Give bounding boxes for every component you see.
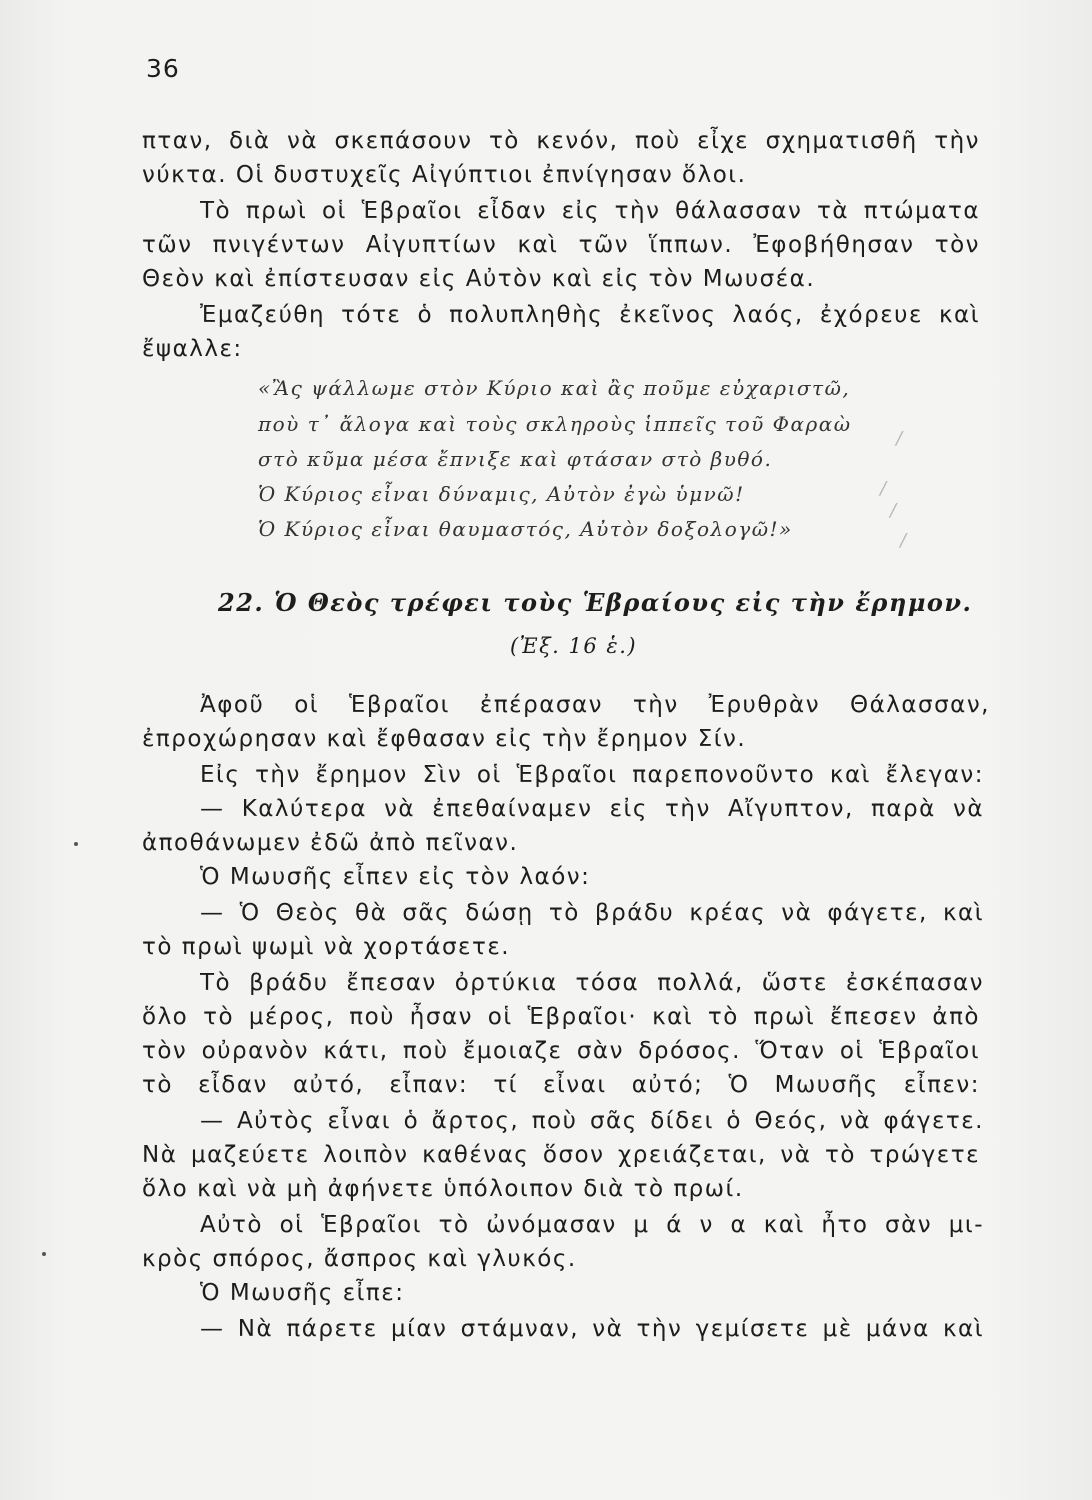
- body-line: κρὸς σπόρος, ἄσπρος καὶ γλυκός.: [142, 1246, 577, 1272]
- body-line: ὅλο τὸ μέρος, ποὺ ἦσαν οἱ Ἑβραῖοι· καὶ τὸ πρωὶ ἔπεσεν ἀπὸ: [142, 1004, 980, 1030]
- paragraph-line: Ἐμαζεύθη τότε ὁ πολυπληθὴς ἐκεῖνος λαός, ἐχόρευε καὶ: [200, 302, 980, 328]
- hymn-line: «Ἂς ψάλλωμε στὸν Κύριο καὶ ἂς ποῦμε εὐχαριστῶ,: [258, 376, 851, 400]
- body-line: τὸν οὐρανὸν κάτι, ποὺ ἔμοιαζε σὰν δρόσος. Ὅταν οἱ Ἑβραῖοι: [142, 1038, 980, 1064]
- section-title: 22. Ὁ Θεὸς τρέφει τοὺς Ἑβραίους εἰς τὴν ἔρημον.: [218, 588, 973, 617]
- body-line: — Ὁ Θεὸς θὰ σᾶς δώσῃ τὸ βράδυ κρέας νὰ φάγετε, καὶ: [200, 900, 984, 926]
- body-line: — Νὰ πάρετε μίαν στάμναν, νὰ τὴν γεμίσετε μὲ μάνα καὶ: [200, 1316, 984, 1342]
- body-line: Νὰ μαζεύετε λοιπὸν καθένας ὅσον χρειάζεται, νὰ τὸ τρώγετε: [142, 1142, 980, 1168]
- page-number: 36: [146, 54, 180, 83]
- body-line: — Αὐτὸς εἶναι ὁ ἄρτος, ποὺ σᾶς δίδει ὁ Θεός, νὰ φάγετε.: [200, 1108, 984, 1134]
- pencil-mark: /: [890, 500, 897, 521]
- section-reference: (Ἐξ. 16 ἑ.): [510, 634, 638, 658]
- body-line: τὸ πρωὶ ψωμὶ νὰ χορτάσετε.: [142, 934, 511, 960]
- body-line: τὸ εἶδαν αὐτό, εἶπαν: τί εἶναι αὐτό; Ὁ Μωυσῆς εἶπεν:: [142, 1072, 980, 1098]
- body-line: — Καλύτερα νὰ ἐπεθαίναμεν εἰς τὴν Αἴγυπτον, παρὰ νὰ: [200, 796, 984, 822]
- paragraph-line: ἔψαλλε:: [142, 336, 243, 362]
- body-line: ἀποθάνωμεν ἐδῶ ἀπὸ πεῖναν.: [142, 830, 519, 856]
- pencil-mark: /: [900, 530, 907, 551]
- hymn-line: Ὁ Κύριος εἶναι δύναμις, Αὐτὸν ἐγὼ ὑμνῶ!: [258, 482, 745, 506]
- paragraph-line: νύκτα. Οἱ δυστυχεῖς Αἰγύπτιοι ἐπνίγησαν ὅλοι.: [142, 162, 747, 188]
- pencil-mark: /: [896, 428, 903, 449]
- body-line: Ὁ Μωυσῆς εἶπεν εἰς τὸν λαόν:: [200, 864, 591, 890]
- body-line: Ἀφοῦ οἱ Ἑβραῖοι ἐπέρασαν τὴν Ἐρυθρὰν Θάλασσαν,: [200, 692, 990, 718]
- body-line: Τὸ βράδυ ἔπεσαν ὀρτύκια τόσα πολλά, ὥστε ἐσκέπασαν: [200, 970, 984, 996]
- hymn-line: ποὺ τ᾽ ἄλογα καὶ τοὺς σκληροὺς ἱππεῖς τοῦ Φαραὼ: [258, 412, 852, 436]
- scan-speck: [74, 842, 78, 846]
- paragraph-line: πταν, διὰ νὰ σκεπάσουν τὸ κενόν, ποὺ εἶχε σχηματισθῆ τὴν: [142, 128, 980, 154]
- paragraph-line: Θεὸν καὶ ἐπίστευσαν εἰς Αὐτὸν καὶ εἰς τὸν Μωυσέα.: [142, 266, 816, 292]
- body-line: Εἰς τὴν ἔρημον Σὶν οἱ Ἑβραῖοι παρεπονοῦντο καὶ ἔλεγαν:: [200, 762, 984, 788]
- hymn-line: Ὁ Κύριος εἶναι θαυμαστός, Αὐτὸν δοξολογῶ!»: [258, 517, 793, 541]
- hymn-line: στὸ κῦμα μέσα ἔπνιξε καὶ φτάσαν στὸ βυθό.: [258, 447, 773, 471]
- paragraph-line: Τὸ πρωὶ οἱ Ἑβραῖοι εἶδαν εἰς τὴν θάλασσαν τὰ πτώματα: [200, 198, 980, 224]
- pencil-mark: /: [880, 478, 887, 499]
- body-line: ὅλο καὶ νὰ μὴ ἀφήνετε ὑπόλοιπον διὰ τὸ πρωί.: [142, 1176, 744, 1202]
- body-line: ἐπροχώρησαν καὶ ἔφθασαν εἰς τὴν ἔρημον Σίν.: [142, 726, 747, 752]
- paragraph-line: τῶν πνιγέντων Αἰγυπτίων καὶ τῶν ἵππων. Ἐφοβήθησαν τὸν: [142, 232, 980, 258]
- scan-speck: [42, 1252, 46, 1256]
- body-line: Αὐτὸ οἱ Ἑβραῖοι τὸ ὠνόμασαν μ ά ν α καὶ ἦτο σὰν μι-: [200, 1212, 984, 1238]
- body-line: Ὁ Μωυσῆς εἶπε:: [200, 1280, 405, 1306]
